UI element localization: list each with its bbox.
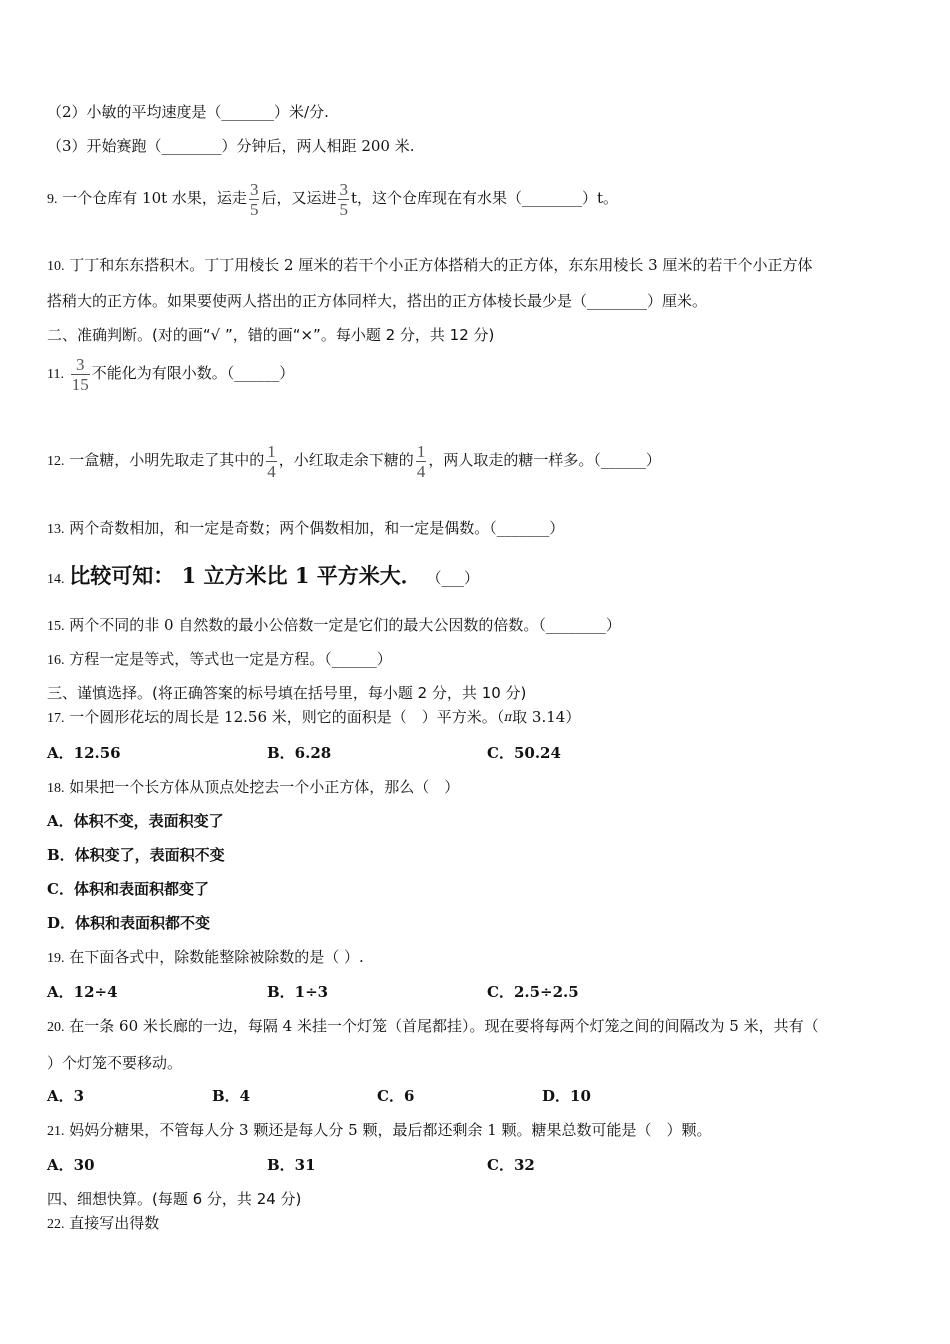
q17-options bbox=[47, 743, 561, 763]
question-number: 22. bbox=[47, 1217, 65, 1232]
question-text: 直接写出得数 bbox=[69, 1214, 160, 1232]
question-text: 一个仓库有 10t 水果，运走 bbox=[62, 189, 247, 207]
question-number: 18. bbox=[47, 781, 65, 796]
question-text: ，两人取走的糖一样多。（______） bbox=[428, 451, 661, 469]
section-heading-2: 二、准确判断。(对的画“√ ”，错的画“×”。每小题 2 分，共 12 分) bbox=[47, 326, 495, 344]
question-text: 妈妈分糖果，不管每人分 3 颗还是每人分 5 颗，最后都还剩余 1 颗。糖果总数可能是（ ）颗。 bbox=[69, 1121, 712, 1139]
question-number: 21. bbox=[47, 1124, 65, 1139]
option-c[interactable]: C．32 bbox=[487, 1156, 535, 1174]
fraction: $\frac{3}{15}$ bbox=[71, 354, 89, 394]
fraction: $\frac{1}{4}$ bbox=[267, 441, 276, 481]
question-text: 在一条 60 米长廊的一边，每隔 4 米挂一个灯笼（首尾都挂）。现在要将每两个灯笼之间的间隔改为 5 米，共有（ bbox=[69, 1017, 819, 1035]
option-b[interactable]: B．体积变了，表面积不变 bbox=[47, 846, 225, 864]
question-18 bbox=[47, 777, 459, 799]
option-b[interactable]: B．1÷3 bbox=[267, 983, 329, 1001]
question-text: 两个奇数相加，和一定是奇数；两个偶数相加，和一定是偶数。（_______） bbox=[69, 519, 565, 537]
option-a[interactable]: A．30 bbox=[47, 1156, 95, 1174]
section-heading-4: 四、细想快算。(每题 6 分，共 24 分) bbox=[47, 1190, 302, 1208]
option-c[interactable]: C．50.24 bbox=[487, 744, 561, 762]
question-20-line1 bbox=[47, 1016, 819, 1038]
option-c[interactable]: C．体积和表面积都变了 bbox=[47, 880, 209, 898]
question-text: t，这个仓库现在有水果（________）t。 bbox=[350, 189, 619, 207]
question-text: 两个不同的非 0 自然数的最小公倍数一定是它们的最大公因数的倍数。（________） bbox=[69, 616, 621, 634]
question-text: 不能化为有限小数。（______） bbox=[91, 364, 295, 382]
question-20-line2: ）个灯笼不要移动。 bbox=[47, 1054, 183, 1072]
question-number: 9. bbox=[47, 192, 58, 207]
option-b[interactable]: B．4 bbox=[212, 1087, 251, 1105]
question-text: 比较可知： 1 立方米比 1 平方米大． bbox=[69, 563, 422, 588]
answer-blank: （___） bbox=[426, 569, 480, 587]
question-15 bbox=[47, 615, 621, 637]
pi-symbol: π bbox=[504, 710, 513, 724]
question-text: 一盒糖，小明先取走了其中的 bbox=[69, 451, 265, 469]
question-14 bbox=[47, 562, 479, 594]
question-number: 15. bbox=[47, 619, 65, 634]
question-number: 10. bbox=[47, 259, 65, 274]
option-a[interactable]: A．3 bbox=[47, 1087, 85, 1105]
option-a[interactable]: A．体积不变，表面积变了 bbox=[47, 812, 224, 830]
question-19 bbox=[47, 947, 364, 969]
question-number: 16. bbox=[47, 653, 65, 668]
fraction: $\frac{3}{5}$ bbox=[249, 179, 259, 219]
question-text: 一个圆形花坛的周长是 12.56 米，则它的面积是（ ）平方米。（ bbox=[69, 708, 505, 726]
question-number: 12. bbox=[47, 454, 65, 469]
question-number: 20. bbox=[47, 1020, 65, 1035]
fraction: $\frac{1}{4}$ bbox=[416, 441, 426, 481]
question-12 bbox=[47, 432, 661, 490]
question-21 bbox=[47, 1120, 712, 1142]
q19-options bbox=[47, 982, 579, 1002]
question-22 bbox=[47, 1213, 159, 1235]
option-b[interactable]: B．31 bbox=[267, 1156, 316, 1174]
question-text: 在下面各式中，除数能整除被除数的是（ ）. bbox=[69, 948, 364, 966]
option-a[interactable]: A．12.56 bbox=[47, 744, 121, 762]
question-9 bbox=[47, 170, 618, 228]
option-c[interactable]: C．6 bbox=[377, 1087, 415, 1105]
question-10-line1 bbox=[47, 255, 812, 277]
q8-part3: （3）开始赛跑（________）分钟后，两人相距 200 米. bbox=[47, 137, 415, 155]
question-16 bbox=[47, 649, 392, 671]
question-text: ，小红取走余下糖的 bbox=[278, 451, 414, 469]
option-d[interactable]: D．10 bbox=[542, 1087, 591, 1105]
question-text: 取 3.14） bbox=[512, 708, 581, 726]
question-number: 14. bbox=[47, 572, 65, 587]
q8-part2: （2）小敏的平均速度是（_______）米/分. bbox=[47, 103, 329, 121]
option-a[interactable]: A．12÷4 bbox=[47, 983, 118, 1001]
option-b[interactable]: B．6.28 bbox=[267, 744, 332, 762]
q20-options bbox=[47, 1086, 591, 1106]
q21-options bbox=[47, 1155, 535, 1175]
option-d[interactable]: D．体积和表面积都不变 bbox=[47, 914, 211, 932]
question-text: 丁丁和东东搭积木。丁丁用棱长 2 厘米的若干个小正方体搭稍大的正方体，东东用棱长 3 厘米的若干个小正方体 bbox=[69, 256, 813, 274]
question-11 bbox=[47, 350, 294, 398]
question-17 bbox=[47, 707, 580, 729]
option-c[interactable]: C．2.5÷2.5 bbox=[487, 983, 579, 1001]
question-text: 如果把一个长方体从顶点处挖去一个小正方体，那么（ ） bbox=[69, 778, 460, 796]
question-10-line2: 搭稍大的正方体。如果要使两人搭出的正方体同样大，搭出的正方体棱长最少是（________）厘米。 bbox=[47, 292, 708, 310]
question-number: 11. bbox=[47, 367, 64, 382]
question-number: 13. bbox=[47, 522, 65, 537]
question-number: 17. bbox=[47, 711, 65, 726]
question-text: 后，又运进 bbox=[261, 189, 337, 207]
question-text: 方程一定是等式，等式也一定是方程。（______） bbox=[69, 650, 392, 668]
question-number: 19. bbox=[47, 951, 65, 966]
question-13 bbox=[47, 518, 564, 540]
fraction: $\frac{3}{5}$ bbox=[339, 179, 348, 219]
section-heading-3: 三、谨慎选择。(将正确答案的标号填在括号里，每小题 2 分，共 10 分) bbox=[47, 684, 527, 702]
